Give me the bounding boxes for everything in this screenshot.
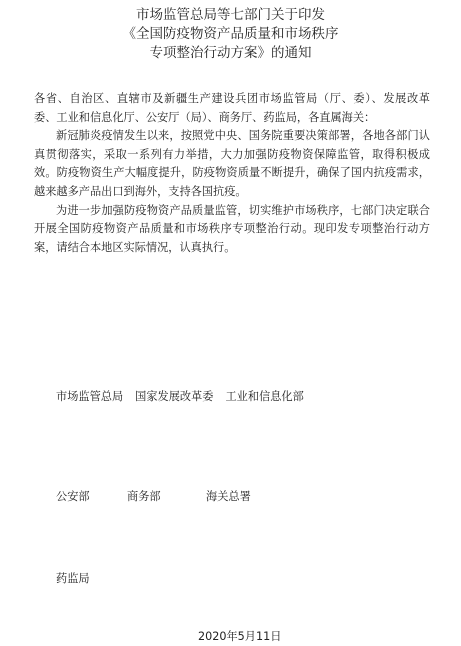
document-body — [34, 90, 430, 257]
signatory-row-1 — [56, 389, 304, 405]
signatory: 工业和信息化部 — [225, 390, 304, 403]
paragraph-2: 为进一步加强防疫物资产品质量监管，切实维护市场秩序，七部门决定联合开展全国防疫物资产品质量和市场秩序专项整治行动。现印发专项整治行动方案，请结合本地区实际情况，认真执行。 — [34, 203, 430, 254]
title-line-2: 《全国防疫物资产品质量和市场秩序 — [122, 26, 339, 42]
addressee: 各省、自治区、直辖市及新疆生产建设兵团市场监管局（厅、委）、发展改革委、工业和信息化厅、公安厅（局）、商务厅、药监局，各直属海关： — [34, 92, 430, 124]
title-line-1: 市场监管总局等七部门关于印发 — [136, 7, 325, 23]
paragraph-1: 新冠肺炎疫情发生以来，按照党中央、国务院重要决策部署，各地各部门认真贯彻落实，采取一系列有力举措，大力加强防疫物资保障监管，取得积极成效。防疫物资生产大幅度提升，防疫物资质量不断提升，确保了国内抗疫需求，越来越多产品出口到海外，支持各国抗疫。 — [34, 129, 430, 198]
signatory: 海关总署 — [206, 490, 251, 503]
signatory: 公安部 — [56, 490, 90, 503]
signatory: 商务部 — [127, 490, 161, 503]
signatory: 市场监管总局 — [56, 390, 124, 403]
signatory: 药监局 — [56, 572, 90, 585]
document-title — [0, 6, 461, 63]
signatory: 国家发展改革委 — [135, 390, 214, 403]
title-line-3: 专项整治行动方案》的通知 — [149, 45, 312, 61]
document-date: 2020年5月11日 — [198, 630, 282, 643]
